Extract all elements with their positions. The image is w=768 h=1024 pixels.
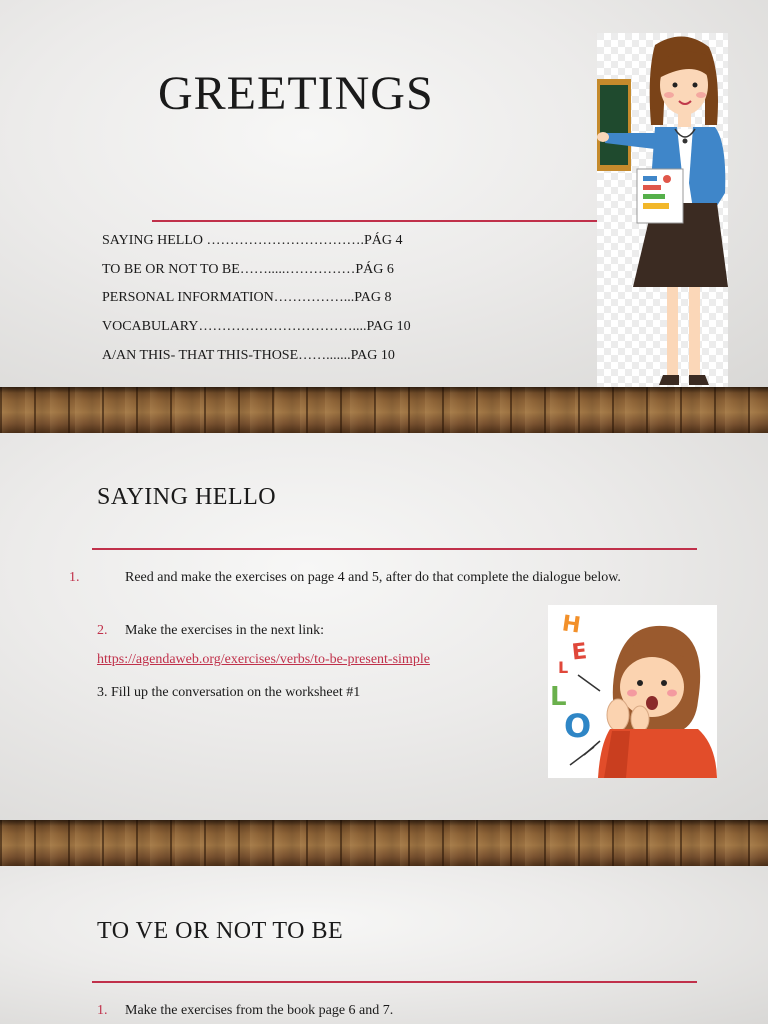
list-text: Reed and make the exercises on page 4 and 5, after do that complete the dialogue below. xyxy=(125,570,621,585)
section-heading: TO VE OR NOT TO BE xyxy=(97,918,344,944)
list-number: 1. xyxy=(69,570,80,585)
wood-floor xyxy=(0,387,768,433)
list-item xyxy=(69,567,657,589)
hello-letter: O xyxy=(564,707,592,745)
title-divider xyxy=(152,220,602,222)
list-item xyxy=(97,620,324,642)
hello-letter: L xyxy=(550,682,567,712)
page-title: GREETINGS xyxy=(158,67,434,120)
teacher-illustration xyxy=(597,33,728,387)
teacher-drawing xyxy=(597,33,728,387)
toc-item: VOCABULARY……………………………....PAG 10 xyxy=(102,319,411,335)
slide-greetings xyxy=(0,0,768,387)
list-text: Make the exercises from the book page 6 and 7. xyxy=(125,1003,394,1018)
slide-to-be xyxy=(0,866,768,1024)
hello-letter: H xyxy=(560,611,583,639)
toc-item: SAYING HELLO …………………………….PÁG 4 xyxy=(102,233,403,248)
hello-girl-drawing xyxy=(548,605,717,778)
toc-item: A/AN THIS- THAT THIS-THOSE…….......PAG 10 xyxy=(102,347,395,363)
wood-floor xyxy=(0,820,768,866)
hello-illustration xyxy=(548,605,717,778)
list-number: 1. xyxy=(97,1003,108,1018)
hello-letter: E xyxy=(570,639,589,666)
list-item xyxy=(97,1000,393,1022)
slide-saying-hello xyxy=(0,433,768,820)
list-number: 2. xyxy=(97,623,108,638)
list-text: Make the exercises in the next link: xyxy=(125,623,325,638)
section-heading: SAYING HELLO xyxy=(97,484,277,510)
toc-item: PERSONAL INFORMATION……………...PAG 8 xyxy=(102,290,392,306)
hello-letter: L xyxy=(558,658,569,677)
heading-divider xyxy=(92,981,697,983)
exercise-link[interactable]: https://agendaweb.org/exercises/verbs/to-be-present-simple xyxy=(97,652,430,667)
heading-divider xyxy=(92,548,697,550)
list-item: 3. Fill up the conversation on the worksheet #1 xyxy=(97,685,361,700)
table-of-contents xyxy=(102,231,411,374)
toc-item: TO BE OR NOT TO BE…….....……………PÁG 6 xyxy=(102,261,394,277)
